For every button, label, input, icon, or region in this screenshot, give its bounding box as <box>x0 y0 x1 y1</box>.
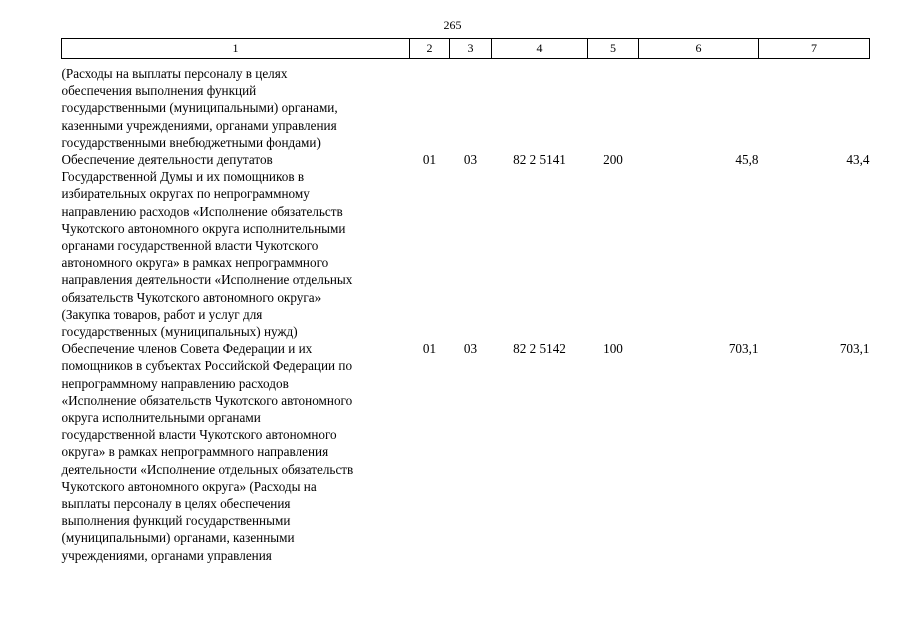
row-section <box>410 65 450 151</box>
row-expense-type <box>588 65 639 151</box>
budget-table <box>61 38 870 564</box>
row-amount-2 <box>759 65 870 151</box>
column-header-3: 3 <box>450 39 492 59</box>
row-amount-1: 703,1 <box>728 341 759 357</box>
table-header-row <box>62 39 870 59</box>
row-target-article <box>492 65 588 151</box>
column-header-6: 6 <box>639 39 759 59</box>
table-row <box>62 340 870 564</box>
row-amount-1: 45,8 <box>735 152 759 168</box>
column-header-5: 5 <box>588 39 639 59</box>
row-expense-type: 100 <box>603 341 623 357</box>
column-header-1: 1 <box>62 39 410 59</box>
row-subsection: 03 <box>463 341 478 357</box>
page-number: 265 <box>443 18 462 32</box>
row-target-article: 82 2 5141 <box>513 152 566 168</box>
column-header-2: 2 <box>410 39 450 59</box>
column-header-7: 7 <box>759 39 870 59</box>
row-amount-1 <box>639 65 759 151</box>
row-section: 01 <box>422 152 437 168</box>
row-description: Обеспечение членов Совета Федерации и их помощников в субъектах Российской Федерации по непрограммному направлению расходов «Исполнение обязательств Чукотского автономного округа исполнительными органами государственной власти Чукотского автономного округа» в рамках непрограммного направления деятельности «Исполнение отдельных обязательств Чукотского автономного округа» (Расходы на выплаты персоналу в целях обеспечения выполнения функций государственными (муниципальными) органами, казенными учреждениями, органами управления <box>61 341 354 563</box>
table-row <box>62 151 870 340</box>
row-target-article: 82 2 5142 <box>513 341 566 357</box>
row-expense-type: 200 <box>603 152 623 168</box>
row-subsection <box>450 65 492 151</box>
table-row <box>62 65 870 151</box>
row-description: Обеспечение деятельности депутатов Государственной Думы и их помощников в избирательных округах по непрограммному направлению расходов «Исполнение обязательств Чукотского автономного округа исполнительными органами государственной власти Чукотского автономного округа» в рамках непрограммного направления деятельности «Исполнение отдельных обязательств Чукотского автономного округа» (Закупка товаров, работ и услуг для государственных (муниципальных) нужд) <box>61 152 353 340</box>
row-amount-2: 703,1 <box>839 341 870 357</box>
row-amount-2: 43,4 <box>846 152 870 168</box>
row-description: (Расходы на выплаты персоналу в целях обеспечения выполнения функций государственными (муниципальными) органами, казенными учреждениями, органами управления государственными внебюджетными фондами) <box>61 66 338 150</box>
row-section: 01 <box>422 341 437 357</box>
column-header-4: 4 <box>492 39 588 59</box>
row-subsection: 03 <box>463 152 478 168</box>
